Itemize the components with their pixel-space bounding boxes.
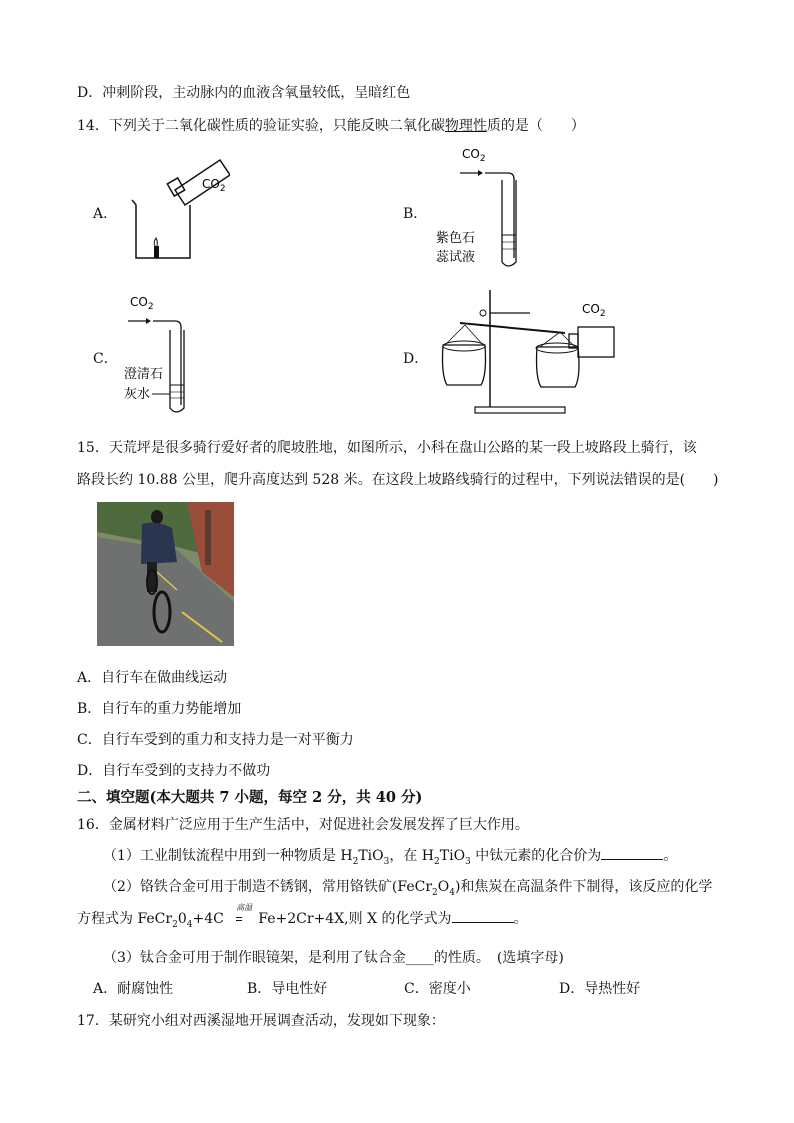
delivery-tube xyxy=(153,321,181,405)
q16-p2-l1a: （2）铬铁合金可用于制造不锈钢，常用铬铁矿(FeCr xyxy=(103,879,433,895)
q14-option-d-diagram xyxy=(435,285,625,420)
q16-p1-mid1: TiO xyxy=(358,848,384,864)
q14-a-co2-sub: 2 xyxy=(219,184,226,194)
q14-stem-underlined: 物理性 xyxy=(444,118,487,134)
sub-2: 2 xyxy=(432,887,438,898)
sub-2: 2 xyxy=(434,856,440,867)
q14-b-co2-sub: 2 xyxy=(479,154,486,164)
q16-p2-l2c: +4C xyxy=(192,911,224,927)
sub-2: 2 xyxy=(352,856,359,867)
q15-stem-line2: 路段长约 10.88 公里，爬升高度达到 528 米。在这段上坡路线骑行的过程中，下列说法错误的是( ) xyxy=(77,472,719,488)
delivery-tube xyxy=(485,173,514,258)
q14-c-liquid-1: 澄清石 xyxy=(124,367,164,382)
q14-option-a-label: A． xyxy=(93,206,118,222)
q16-stem: 16．金属材料广泛应用于生产生活中，对促进社会发展发挥了巨大作用。 xyxy=(77,817,529,833)
q16-p1-mid4: 中钛元素的化合价为 xyxy=(470,848,602,864)
q16-choice-a: A．耐腐蚀性 xyxy=(93,981,174,997)
q16-part3: （3）钛合金可用于制作眼镜架，是利用了钛合金____的性质。 (选填字母) xyxy=(103,950,564,966)
q14-option-b-diagram xyxy=(430,140,540,275)
reaction-condition xyxy=(236,903,258,927)
q15-cyclist-photo xyxy=(97,502,234,646)
q15-option-d: D．自行车受到的支持力不做功 xyxy=(77,763,271,779)
q16-choice-d: D．导热性好 xyxy=(559,981,641,997)
beaker-icon xyxy=(132,200,190,258)
q16-p2-l2a: 方程式为 FeCr xyxy=(77,911,173,927)
q14-stem-prefix: 14．下列关于二氧化碳性质的验证实验，只能反映二氧化碳 xyxy=(77,118,445,134)
bottle-pour-icon xyxy=(167,160,230,205)
q14-stem xyxy=(77,115,585,135)
balance-beam xyxy=(460,323,565,333)
condition-text: 高温 xyxy=(236,903,253,912)
q14-option-c-label: C． xyxy=(93,351,118,367)
answer-blank[interactable] xyxy=(601,845,663,860)
sub-3: 3 xyxy=(465,856,471,867)
flame-icon xyxy=(154,238,157,246)
q16-choice-c: C．密度小 xyxy=(404,981,471,997)
test-tube-icon xyxy=(170,330,184,412)
q14-option-d-label: D． xyxy=(403,351,429,367)
q14-c-co2-sub: 2 xyxy=(147,302,154,312)
q15-stem-line1: 15．天荒坪是很多骑行爱好者的爬坡胜地，如图所示，小科在盘山公路的某一段上坡路段上骑行，该 xyxy=(77,440,697,456)
svg-text:CO2 xyxy=(130,295,154,312)
answer-blank[interactable] xyxy=(452,908,514,923)
co2-bottle-icon xyxy=(569,327,614,357)
q16-p2-l2d: Fe+2Cr+4X,则 X 的化学式为 xyxy=(258,911,452,927)
q15-option-a: A．自行车在做曲线运动 xyxy=(77,670,228,686)
iron-stand-icon xyxy=(475,290,565,413)
q16-p2-l1c: )和焦炭在高温条件下制得，该反应的化学 xyxy=(454,879,713,895)
q14-c-co2: CO xyxy=(130,295,148,309)
q14-option-b-label: B． xyxy=(403,206,428,222)
q14-b-liquid-1: 紫色石 xyxy=(436,231,476,246)
q14-stem-suffix: 质的是（ ） xyxy=(486,118,585,134)
q16-p1-end: 。 xyxy=(663,848,678,864)
q16-p2-l2b: 0 xyxy=(177,911,187,927)
sub-4: 4 xyxy=(449,887,455,898)
sub-2: 2 xyxy=(172,919,178,930)
q16-choice-b: B．导电性好 xyxy=(247,981,328,997)
q16-part2-line1 xyxy=(103,876,712,898)
q14-b-co2: CO xyxy=(462,147,480,161)
sub-4: 4 xyxy=(186,919,193,930)
q16-part2-line2 xyxy=(77,903,528,930)
q16-part1 xyxy=(103,845,677,867)
q16-p2-end: 。 xyxy=(513,911,528,927)
q14-d-co2-sub: 2 xyxy=(599,309,606,319)
q14-option-a-diagram xyxy=(120,150,230,265)
sub-3: 3 xyxy=(383,856,390,867)
section2-title: 二、填空题(本大题共 7 小题，每空 2 分，共 40 分) xyxy=(77,789,423,806)
q14-option-c-diagram xyxy=(120,290,200,420)
q13-option-d: D．冲刺阶段，主动脉内的血液含氧量较低，呈暗红色 xyxy=(77,85,411,101)
q16-p2-l1b: O xyxy=(437,879,450,895)
q16-p1-prefix: （1）工业制钛流程中用到一种物质是 H xyxy=(103,848,353,864)
candle-icon xyxy=(154,246,159,258)
svg-text:CO2 xyxy=(582,302,606,319)
q16-p1-mid2: ，在 H xyxy=(389,848,435,864)
svg-text:CO2 xyxy=(462,147,486,164)
q17-stem: 17．某研究小组对西溪湿地开展调查活动，发现如下现象： xyxy=(77,1013,445,1029)
q15-option-c: C．自行车受到的重力和支持力是一对平衡力 xyxy=(77,732,354,748)
q14-d-co2: CO xyxy=(582,302,600,316)
q15-option-b: B．自行车的重力势能增加 xyxy=(77,701,242,717)
q14-b-liquid-2: 蕊试液 xyxy=(436,250,476,265)
q14-a-co2: CO xyxy=(202,177,220,191)
q14-c-liquid-2: 灰水 xyxy=(124,387,151,402)
q16-p1-mid3: TiO xyxy=(439,848,466,864)
